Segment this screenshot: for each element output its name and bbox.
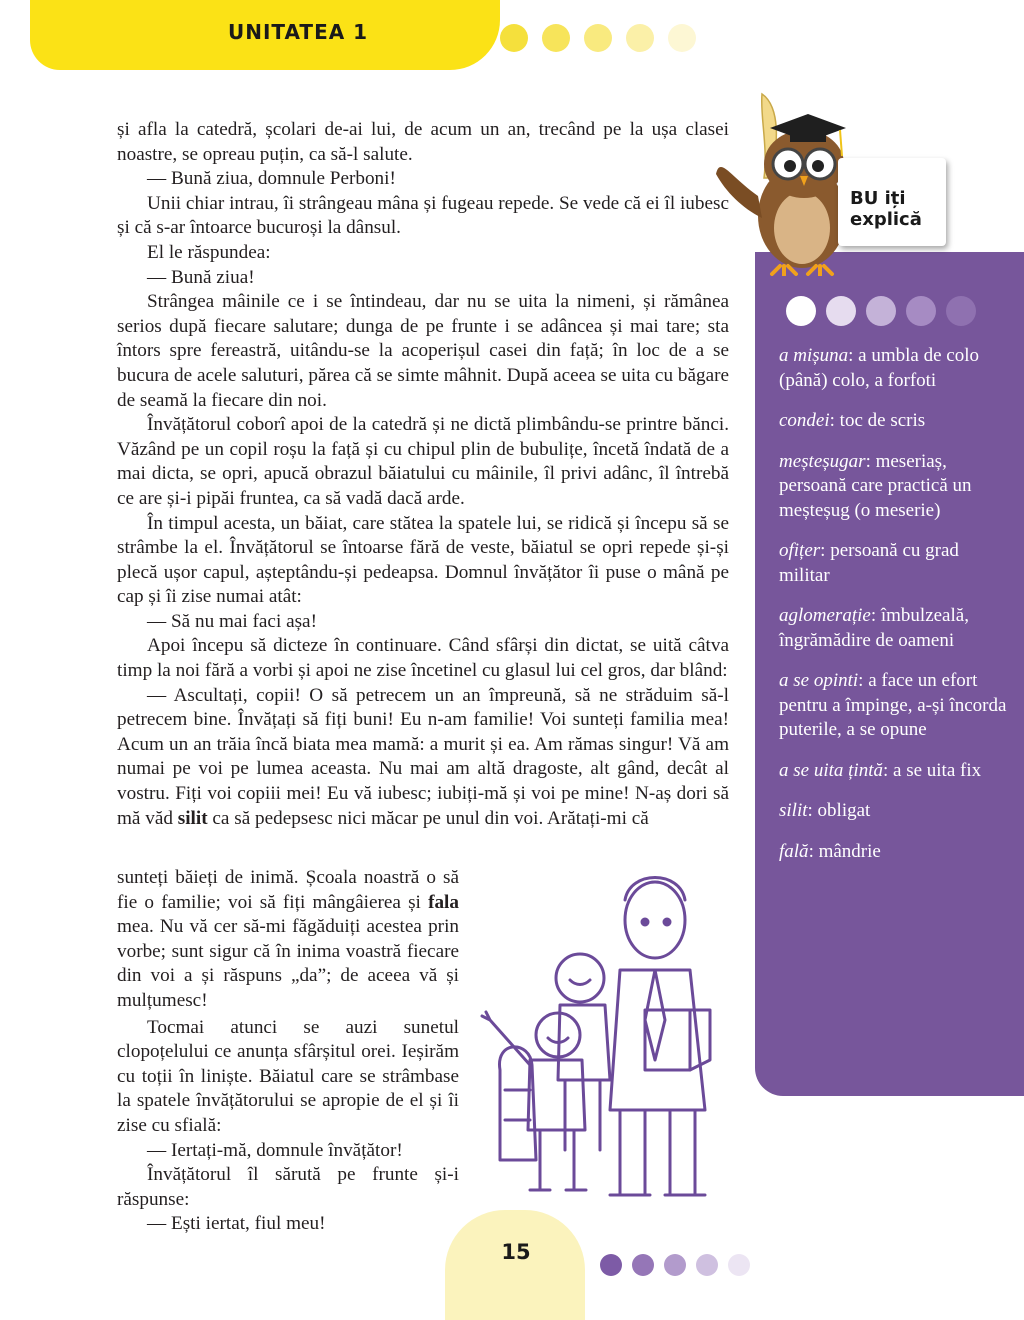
glossary-entry bbox=[779, 450, 1009, 524]
glossary-term: a mișuna bbox=[779, 345, 849, 366]
paragraph: — Iertați-mă, domnule învățător! bbox=[147, 1139, 403, 1161]
badge-title bbox=[850, 188, 936, 230]
paragraph: Învățătorul îl sărută pe frunte și-i răspunse: bbox=[117, 1164, 459, 1210]
paragraph: Învățătorul coborî apoi de la catedră și ne dictă plimbându-se printre bănci. Văzând pe un copil roșu la față și cu chipul plin de bubulițe, încetă îndată de a mai dicta, se opri, apucă obrazul băiatului cu mâinile, îl privi adânc, îl întrebă ce are și-i pipăi fruntea, ca să vadă dacă arde. bbox=[117, 414, 729, 509]
paragraph: — Bună ziua! bbox=[147, 266, 255, 288]
lower-text-column bbox=[117, 866, 459, 1237]
glossary-entry bbox=[779, 409, 1009, 434]
sidebar-decorative-dots bbox=[786, 296, 976, 326]
glossary-term: fală bbox=[779, 840, 809, 862]
glossary-entry bbox=[779, 344, 1009, 393]
glossary-term: ofițer bbox=[779, 540, 821, 561]
page-number: 15 bbox=[501, 1240, 531, 1264]
speech-text: ca să pedepsesc nici măcar pe unul din voi. Arătați-mi că bbox=[212, 807, 649, 829]
page-number-background bbox=[445, 1210, 585, 1320]
speech-text: — Ascultați, copii! O să petrecem un an împreună, să ne străduim să-l petrecem bine. Învățați să fiți buni! Eu n-am familie! Voi sunteți familia mea! Acum un an trăia încă biata mea mamă: a murit și ea. Am rămas singur! Vă am numai pe voi pe lumea aceasta. Nu mai am altă dragoste, alt gând, decât al vostru. Fiți voi copiii mei! Eu vă iubesc; iubiți-mă și voi pe mine! N-aș dori să mă văd bbox=[117, 684, 729, 829]
glossary-entry bbox=[779, 604, 1009, 653]
glossary-entry bbox=[779, 799, 1009, 824]
paragraph: El le răspundea: bbox=[147, 241, 271, 263]
glossary-entry bbox=[779, 840, 1009, 865]
glossary-definition: : a face un efort pentru a împinge, a-și încorda puterile, a se opune bbox=[779, 670, 1007, 740]
glossary-term: aglomerație bbox=[779, 605, 871, 626]
main-text bbox=[117, 118, 729, 831]
speech-text: mea. Nu vă cer să-mi făgăduiți acestea prin vorbe; sunt sigur că în inima voastră fiecare din voi a și răspuns „da”; de aceea vă și mulțumesc! bbox=[117, 916, 459, 1011]
glossary-definition: : mândrie bbox=[808, 840, 881, 862]
glossary-term: meșteșugar bbox=[779, 450, 866, 472]
paragraph: — Ești iertat, fiul meu! bbox=[147, 1213, 326, 1235]
glossary-word-fala: fala bbox=[428, 891, 459, 913]
glossary-entry bbox=[779, 759, 1009, 784]
glossary-definition: : îmbulzeală, îngrămădire de oameni bbox=[779, 605, 969, 651]
unit-title: UNITATEA 1 bbox=[228, 20, 369, 44]
glossary-term: a se opinti bbox=[779, 670, 859, 691]
glossary-word-silit: silit bbox=[177, 807, 208, 829]
teacher-and-children-illustration bbox=[470, 860, 760, 1210]
glossary-definition: : toc de scris bbox=[829, 410, 926, 431]
glossary-term: a se uita țintă bbox=[779, 759, 883, 781]
glossary-entry bbox=[779, 669, 1009, 743]
paragraph: Strângea mâinile ce i se întindeau, dar nu se uita la nimeni, și rămânea serios după fiecare salutare; dunga de pe frunte i se adâncea și mai tare; sta întors spre fereastră, uitându-se la acoperișul casei din față; în loc de a se bucura de acele saluturi, părea că se simte mâhnit. După aceea se uita cu băgare de seamă la fiecare din noi. bbox=[117, 291, 729, 411]
teacher-speech bbox=[117, 684, 729, 832]
glossary-list bbox=[779, 344, 1009, 880]
paragraph: Tocmai atunci se auzi sunetul clopoțelului ce anunța sfârșitul orei. Ieșirăm cu toții în liniște. Băiatul care se strâmbase la spatele învățătorului se apropie de el și îi zise cu sfială: bbox=[117, 1016, 459, 1136]
glossary-entry bbox=[779, 539, 1009, 588]
glossary-term: silit bbox=[779, 800, 808, 821]
glossary-definition: : meseriaș, persoană care practică un meșteșug (o meserie) bbox=[779, 450, 972, 521]
speech-text: sunteți băieți de inimă. Școala noastră o să fie o familie; voi să fiți mângâierea și bbox=[117, 867, 459, 913]
paragraph: — Bună ziua, domnule Perboni! bbox=[147, 168, 396, 190]
paragraph: și afla la catedră, școlari de-ai lui, de acum un an, trecând pe la ușa clasei noastre, se opreau puțin, ca să-l salute. bbox=[117, 119, 729, 165]
glossary-definition: : a se uita fix bbox=[882, 759, 982, 781]
paragraph: Unii chiar intrau, îi strângeau mâna și fugeau repede. Se vede că ei îl iubesc și că s-ar întoarce bucuroși la dânsul. bbox=[117, 192, 729, 239]
glossary-term: condei bbox=[779, 410, 830, 431]
paragraph: Apoi începu să dicteze în continuare. Când sfârși din dictat, se uită câtva timp la noi fără a vorbi și apoi ne zise încetinel cu glasul lui cel gros, dar blând: bbox=[117, 635, 729, 682]
glossary-definition: : obligat bbox=[807, 800, 871, 821]
header-decorative-dots bbox=[500, 24, 696, 52]
badge-line: explică bbox=[850, 209, 922, 230]
footer-decorative-dots bbox=[600, 1254, 750, 1276]
glossary-definition: : a umbla de colo (până) colo, a forfoti bbox=[779, 345, 980, 391]
paragraph: În timpul acesta, un băiat, care stătea la spatele lui, se ridică și începu să se strâmbe la el. Învățătorul se întoarse fără de veste, băiatul se opri repede și-și plecă ușor capul, așteptându-și pedeapsa. Domnul învățător îi puse o mână pe cap și îi zise numai atât: bbox=[117, 512, 729, 608]
speech-continuation bbox=[117, 866, 459, 1014]
badge-line: BU iți bbox=[850, 188, 906, 209]
glossary-definition: : persoană cu grad militar bbox=[779, 540, 959, 586]
paragraph: — Să nu mai faci așa! bbox=[147, 610, 317, 632]
